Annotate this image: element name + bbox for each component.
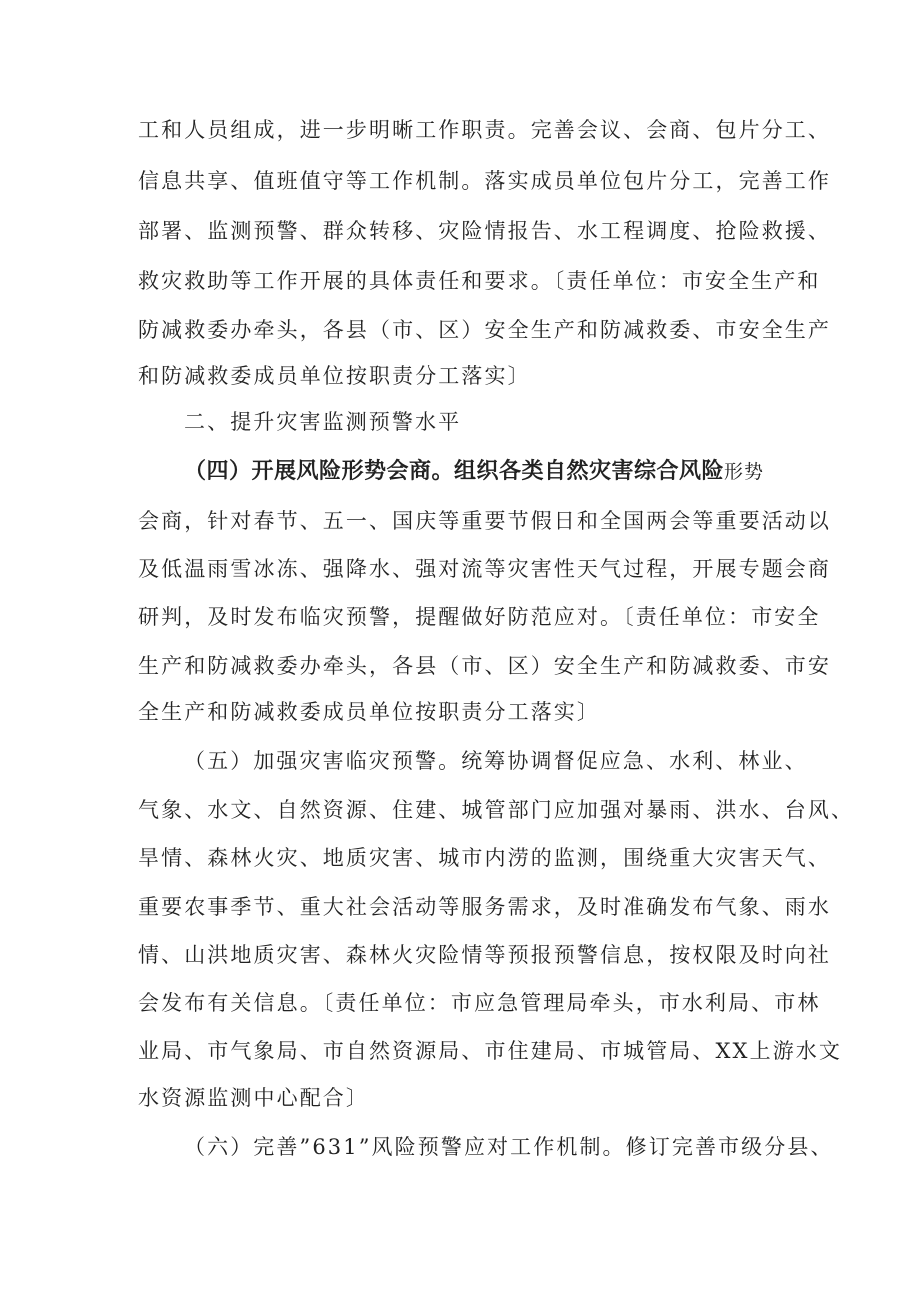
subsection-heading: （五）加强灾害临灾预警。统筹协调督促应急、水利、林业、	[184, 749, 808, 773]
paragraph-line: 部署、监测预警、群众转移、灾险情报告、水工程调度、抢险救援、	[138, 219, 831, 243]
section-heading: 二、提升灾害监测预警水平	[184, 410, 462, 434]
paragraph-line: 救灾救助等工作开展的具体责任和要求。〔责任单位：市安全生产和	[138, 269, 821, 293]
paragraph-line: 会商，针对春节、五一、国庆等重要节假日和全国两会等重要活动以	[138, 509, 831, 533]
paragraph-line: 工和人员组成，进一步明晰工作职责。完善会议、会商、包片分工、	[138, 118, 831, 142]
paragraph-line: 生产和防减救委办牵头，各县（市、区）安全生产和防减救委、市安	[138, 654, 831, 678]
paragraph-line: 和防减救委成员单位按职责分工落实〕	[138, 364, 531, 388]
paragraph-line: 水资源监测中心配合〕	[138, 1086, 369, 1110]
paragraph-line: 全生产和防减救委成员单位按职责分工落实〕	[138, 700, 600, 724]
paragraph-line: 重要农事季节、重大社会活动等服务需求，及时准确发布气象、雨水	[138, 895, 831, 919]
paragraph-line: 业局、市气象局、市自然资源局、市住建局、市城管局、XX上游水文	[138, 1039, 842, 1063]
paragraph-line: 会发布有关信息。〔责任单位：市应急管理局牵头，市水利局、市林	[138, 991, 821, 1015]
paragraph-line: 气象、水文、自然资源、住建、城管部门应加强对暴雨、洪水、台风、	[138, 798, 855, 822]
subsection-heading-tail: 形势	[724, 461, 765, 483]
paragraph-line: 及低温雨雪冰冻、强降水、强对流等灾害性天气过程，开展专题会商	[138, 557, 831, 581]
subsection-heading: （六）完善”631”风险预警应对工作机制。修订完善市级分县、	[184, 1135, 834, 1159]
subsection-heading	[184, 457, 764, 486]
paragraph-line: 情、山洪地质灾害、森林火灾险情等预报预警信息，按权限及时向社	[138, 943, 831, 967]
paragraph-line: 研判，及时发布临灾预警，提醒做好防范应对。〔责任单位：市安全	[138, 605, 821, 629]
paragraph-line: 信息共享、值班值守等工作机制。落实成员单位包片分工，完善工作	[138, 169, 831, 193]
paragraph-line: 旱情、森林火灾、地质灾害、城市内涝的监测，围绕重大灾害天气、	[138, 846, 831, 870]
paragraph-line: 防减救委办牵头，各县（市、区）安全生产和防减救委、市安全生产	[138, 318, 831, 342]
subsection-heading-bold: （四）开展风险形势会商。组织各类自然灾害综合风险	[184, 459, 725, 484]
